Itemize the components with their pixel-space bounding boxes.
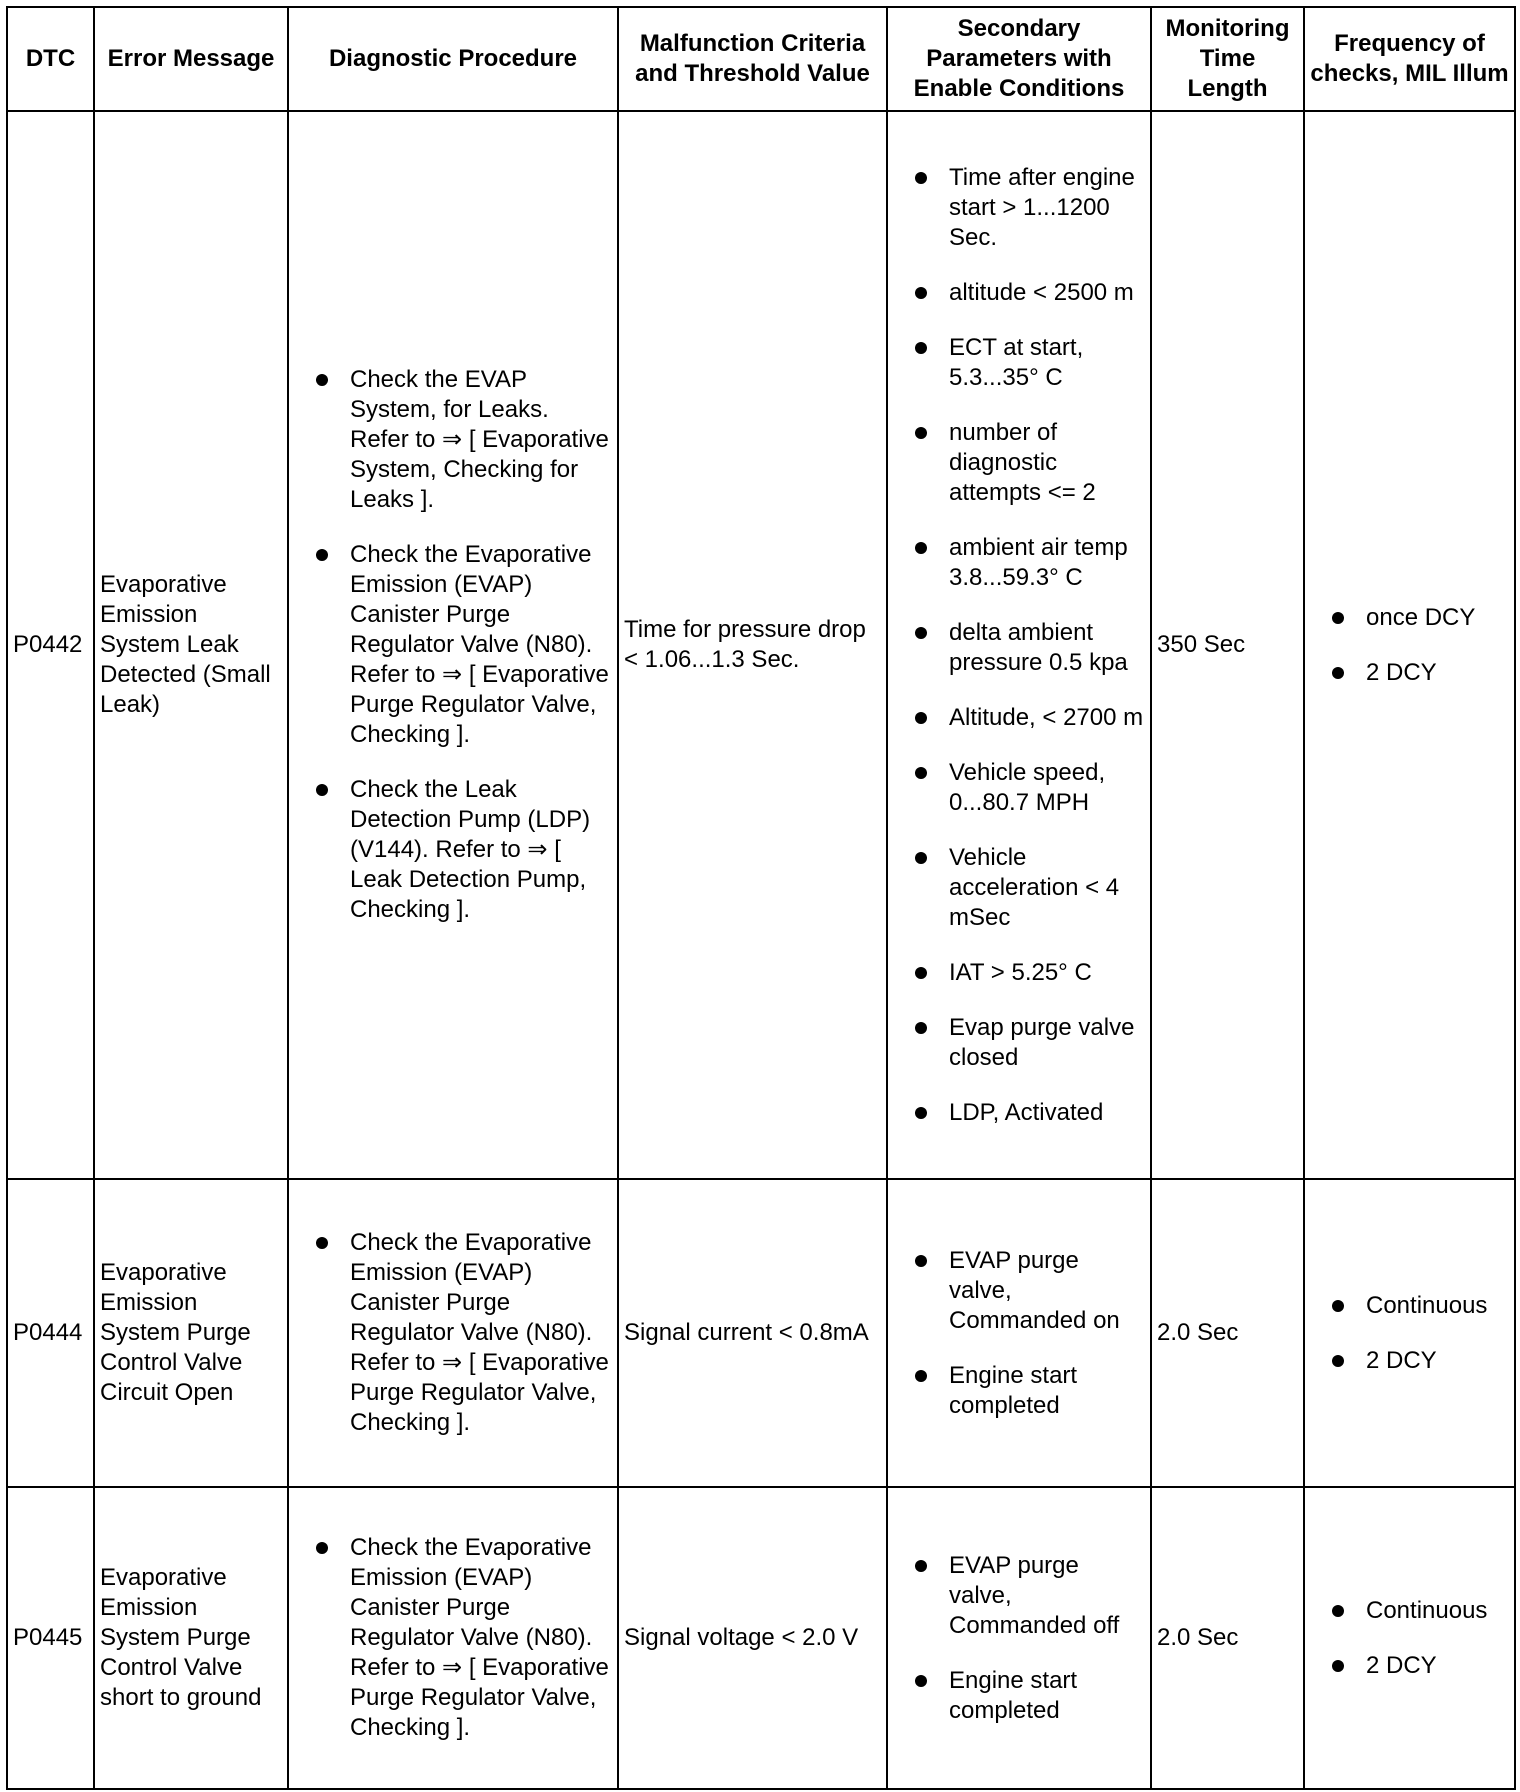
secondary-parameters-cell — [887, 1179, 1151, 1487]
dtc-code: P0445 — [7, 1487, 94, 1789]
procedure-item: Check the Evaporative Emission (EVAP) Canister Purge Regulator Valve (N80). Refer to ⇒ [ Evaporative Purge Regulator Valve, Checking ]. — [316, 1533, 612, 1743]
secondary-item: Engine start completed — [915, 1361, 1145, 1421]
frequency-item: once DCY — [1332, 603, 1509, 633]
monitoring-time: 350 Sec — [1151, 111, 1304, 1179]
header-secondary-parameters: Secondary Parameters with Enable Conditions — [887, 7, 1151, 111]
secondary-parameters-cell — [887, 111, 1151, 1179]
diagnostic-procedure-cell — [288, 1179, 618, 1487]
secondary-parameters-cell — [887, 1487, 1151, 1789]
frequency-item: Continuous — [1332, 1291, 1509, 1321]
error-message: Evaporative Emission System Purge Control Valve short to ground — [94, 1487, 288, 1789]
secondary-item: number of diagnostic attempts <= 2 — [915, 418, 1145, 508]
malfunction-criteria: Signal current < 0.8mA — [618, 1179, 887, 1487]
header-error-message: Error Message — [94, 7, 288, 111]
secondary-item: EVAP purge valve, Commanded on — [915, 1246, 1145, 1336]
malfunction-criteria: Signal voltage < 2.0 V — [618, 1487, 887, 1789]
header-frequency: Frequency of checks, MIL Illum — [1304, 7, 1515, 111]
frequency-item: 2 DCY — [1332, 658, 1509, 688]
secondary-item: ECT at start, 5.3...35° C — [915, 333, 1145, 393]
dtc-code: P0442 — [7, 111, 94, 1179]
secondary-item: LDP, Activated — [915, 1098, 1145, 1128]
secondary-list — [893, 163, 1145, 1128]
procedure-list — [294, 1228, 612, 1438]
secondary-item: Vehicle speed, 0...80.7 MPH — [915, 758, 1145, 818]
malfunction-criteria: Time for pressure drop < 1.06...1.3 Sec. — [618, 111, 887, 1179]
dtc-code: P0444 — [7, 1179, 94, 1487]
frequency-cell — [1304, 1487, 1515, 1789]
dtc-table — [6, 6, 1516, 1790]
secondary-item: Altitude, < 2700 m — [915, 703, 1145, 733]
secondary-item: Engine start completed — [915, 1666, 1145, 1726]
header-malfunction-criteria: Malfunction Criteria and Threshold Value — [618, 7, 887, 111]
header-monitoring-time: Monitoring Time Length — [1151, 7, 1304, 111]
secondary-item: ambient air temp 3.8...59.3° C — [915, 533, 1145, 593]
procedure-item: Check the Evaporative Emission (EVAP) Canister Purge Regulator Valve (N80). Refer to ⇒ [ Evaporative Purge Regulator Valve, Checking ]. — [316, 540, 612, 750]
secondary-item: Vehicle acceleration < 4 mSec — [915, 843, 1145, 933]
secondary-list — [893, 1551, 1145, 1726]
secondary-item: IAT > 5.25° C — [915, 958, 1145, 988]
procedure-list — [294, 365, 612, 925]
secondary-item: altitude < 2500 m — [915, 278, 1145, 308]
diagnostic-procedure-cell — [288, 1487, 618, 1789]
frequency-cell — [1304, 111, 1515, 1179]
header-diagnostic-procedure: Diagnostic Procedure — [288, 7, 618, 111]
secondary-item: delta ambient pressure 0.5 kpa — [915, 618, 1145, 678]
header-dtc: DTC — [7, 7, 94, 111]
secondary-list — [893, 1246, 1145, 1421]
table-row — [7, 111, 1515, 1179]
secondary-item: EVAP purge valve, Commanded off — [915, 1551, 1145, 1641]
frequency-cell — [1304, 1179, 1515, 1487]
procedure-item: Check the EVAP System, for Leaks. Refer to ⇒ [ Evaporative System, Checking for Leaks ]. — [316, 365, 612, 515]
error-message: Evaporative Emission System Leak Detected (Small Leak) — [94, 111, 288, 1179]
secondary-item: Time after engine start > 1...1200 Sec. — [915, 163, 1145, 253]
error-message: Evaporative Emission System Purge Control Valve Circuit Open — [94, 1179, 288, 1487]
monitoring-time: 2.0 Sec — [1151, 1179, 1304, 1487]
frequency-list — [1310, 603, 1509, 688]
procedure-item: Check the Evaporative Emission (EVAP) Canister Purge Regulator Valve (N80). Refer to ⇒ [ Evaporative Purge Regulator Valve, Checking ]. — [316, 1228, 612, 1438]
procedure-item: Check the Leak Detection Pump (LDP) (V144). Refer to ⇒ [ Leak Detection Pump, Checking ]. — [316, 775, 612, 925]
secondary-item: Evap purge valve closed — [915, 1013, 1145, 1073]
frequency-list — [1310, 1291, 1509, 1376]
frequency-item: Continuous — [1332, 1596, 1509, 1626]
frequency-item: 2 DCY — [1332, 1346, 1509, 1376]
procedure-list — [294, 1533, 612, 1743]
diagnostic-procedure-cell — [288, 111, 618, 1179]
frequency-list — [1310, 1596, 1509, 1681]
frequency-item: 2 DCY — [1332, 1651, 1509, 1681]
table-header-row — [7, 7, 1515, 111]
monitoring-time: 2.0 Sec — [1151, 1487, 1304, 1789]
table-row — [7, 1179, 1515, 1487]
table-row — [7, 1487, 1515, 1789]
